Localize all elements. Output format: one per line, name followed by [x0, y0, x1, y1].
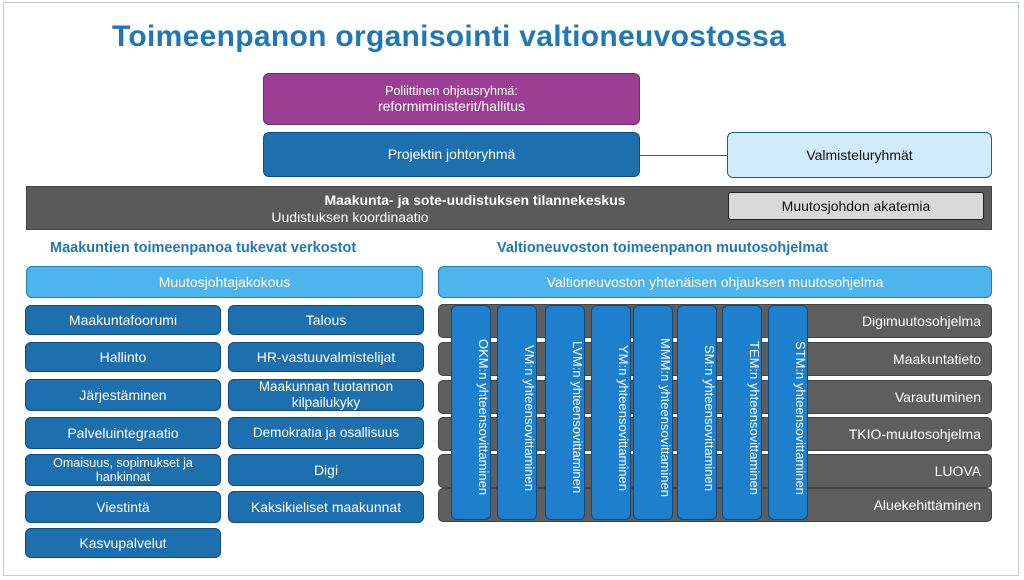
- ministry-column: [633, 305, 673, 520]
- ministry-column-label: YM:n yhteensovittaminen: [616, 344, 631, 491]
- unified-steering-programme-label: Valtioneuvoston yhtenäisen ohjauksen muutosohjelma: [546, 273, 884, 290]
- project-steering-group-box: [263, 132, 640, 177]
- situation-centre-title: Maakunta- ja sote-uudistuksen tilannekeskus: [324, 192, 626, 208]
- network-box: [25, 528, 221, 558]
- change-academy-label: Muutosjohdon akatemia: [781, 197, 931, 214]
- ministry-column-label: TEM:n yhteensovittaminen: [747, 340, 762, 495]
- programme-row-label: Varautuminen: [894, 389, 981, 405]
- political-group-line1: Poliittinen ohjausryhmä:: [385, 83, 518, 98]
- network-label: Maakunnan tuotannon kilpailukyky: [258, 379, 394, 410]
- network-label: HR-vastuuvalmistelijat: [256, 348, 396, 365]
- network-label: Kaksikieliset maakunnat: [250, 498, 402, 515]
- network-box: [25, 454, 221, 486]
- ministry-column: [451, 305, 491, 520]
- ministry-column-label: SM:n yhteensovittaminen: [702, 344, 717, 491]
- network-box: [25, 417, 221, 449]
- left-section-heading: Maakuntien toimeenpanoa tukevat verkostot: [50, 240, 357, 256]
- political-steering-group-box: [263, 73, 640, 125]
- programme-row-label: LUOVA: [934, 463, 981, 479]
- situation-centre-subtitle: Uudistuksen koordinaatio: [271, 209, 429, 225]
- network-label: Digi: [313, 461, 339, 478]
- network-label: Viestintä: [96, 498, 150, 515]
- network-box: [25, 305, 221, 335]
- connector-line: [640, 155, 728, 156]
- network-box: [25, 379, 221, 411]
- change-leaders-meeting-label: Muutosjohtajakokous: [158, 273, 291, 290]
- ministry-column-label: MMM:n yhteensovittaminen: [658, 338, 673, 497]
- network-box: [228, 342, 424, 372]
- network-label: Maakuntafoorumi: [68, 311, 178, 328]
- ministry-column: [591, 305, 631, 520]
- network-box: [228, 379, 424, 411]
- network-box: [228, 417, 424, 449]
- network-label: Demokratia ja osallisuus: [252, 425, 400, 441]
- ministry-column: [677, 305, 717, 520]
- political-group-line2: reformiministerit/hallitus: [377, 98, 526, 115]
- network-box: [25, 491, 221, 523]
- page-title: Toimeenpanon organisointi valtioneuvostossa: [112, 20, 787, 53]
- preparation-groups-box: [727, 132, 992, 178]
- network-label: Palveluintegraatio: [67, 424, 179, 441]
- ministry-column: [545, 305, 585, 520]
- programme-row-label: Aluekehittäminen: [873, 497, 981, 513]
- ministry-column: [768, 305, 808, 520]
- ministry-column: [497, 305, 537, 520]
- change-academy-box: [728, 192, 984, 220]
- ministry-column-label: STM:n yhteensovittaminen: [793, 340, 808, 495]
- change-leaders-meeting-box: [26, 266, 423, 298]
- unified-steering-programme-box: [438, 266, 992, 298]
- network-label: Järjestäminen: [79, 386, 167, 403]
- preparation-groups-label: Valmisteluryhmät: [806, 146, 913, 163]
- ministry-column-label: LVM:n yhteensovittaminen: [570, 341, 585, 494]
- network-label: Talous: [305, 311, 347, 328]
- ministry-column-label: VM:n yhteensovittaminen: [522, 344, 537, 491]
- network-box: [228, 454, 424, 486]
- network-label: Kasvupalvelut: [79, 534, 167, 551]
- right-section-heading: Valtioneuvoston toimeenpanon muutosohjelmat: [497, 240, 829, 256]
- ministry-column: [722, 305, 762, 520]
- network-box: [228, 305, 424, 335]
- network-label: Hallinto: [99, 348, 147, 365]
- project-steering-group-label: Projektin johtoryhmä: [387, 146, 516, 163]
- network-box: [228, 491, 424, 523]
- programme-row-label: Maakuntatieto: [893, 351, 981, 367]
- ministry-column-label: OKM:n yhteensovittaminen: [476, 339, 491, 496]
- network-label: Omaisuus, sopimukset ja hankinnat: [53, 455, 193, 484]
- programme-row-label: Digimuutosohjelma: [861, 313, 981, 329]
- network-box: [25, 342, 221, 372]
- programme-row-label: TKIO-muutosohjelma: [848, 426, 981, 442]
